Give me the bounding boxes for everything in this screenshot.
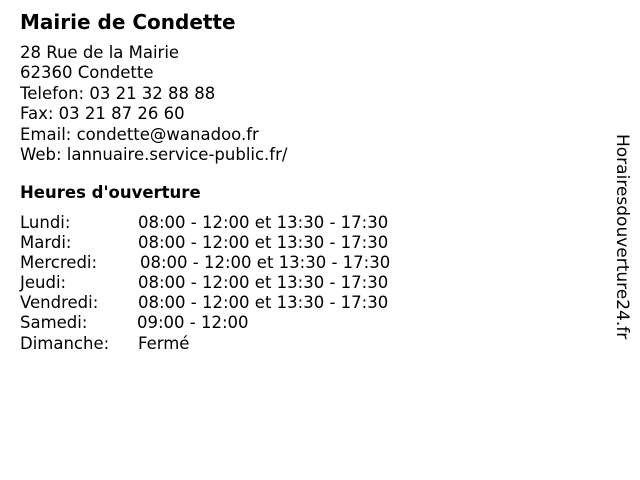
day-label: Dimanche: [20,333,110,353]
phone-line: Telefon: 03 21 32 88 88 [20,83,216,103]
day-label: Samedi: [20,313,88,333]
address-city: 62360 Condette [20,63,154,83]
day-hours: 08:00 - 12:00 et 13:30 - 17:30 [138,233,389,253]
day-label: Jeudi: [20,273,67,293]
contact-block [20,43,287,165]
day-hours: 09:00 - 12:00 [137,313,249,333]
opening-hours-heading: Heures d'ouverture [20,183,201,202]
site-watermark: Horairesdouverture24.fr [612,134,632,340]
page-title: Mairie de Condette [20,10,236,34]
day-hours: 08:00 - 12:00 et 13:30 - 17:30 [140,253,391,273]
day-hours: 08:00 - 12:00 et 13:30 - 17:30 [138,273,389,293]
day-label: Vendredi: [20,293,99,313]
day-label: Lundi: [20,213,71,232]
email-line: Email: condette@wanadoo.fr [20,124,259,144]
day-hours: 08:00 - 12:00 et 13:30 - 17:30 [138,293,389,313]
day-label: Mardi: [20,233,72,253]
day-hours: Fermé [138,333,190,353]
web-line: Web: lannuaire.service-public.fr/ [20,145,288,165]
day-label: Mercredi: [20,253,98,273]
day-hours: 08:00 - 12:00 et 13:30 - 17:30 [138,213,389,232]
address-street: 28 Rue de la Mairie [20,43,180,62]
fax-line: Fax: 03 21 87 26 60 [20,104,185,124]
